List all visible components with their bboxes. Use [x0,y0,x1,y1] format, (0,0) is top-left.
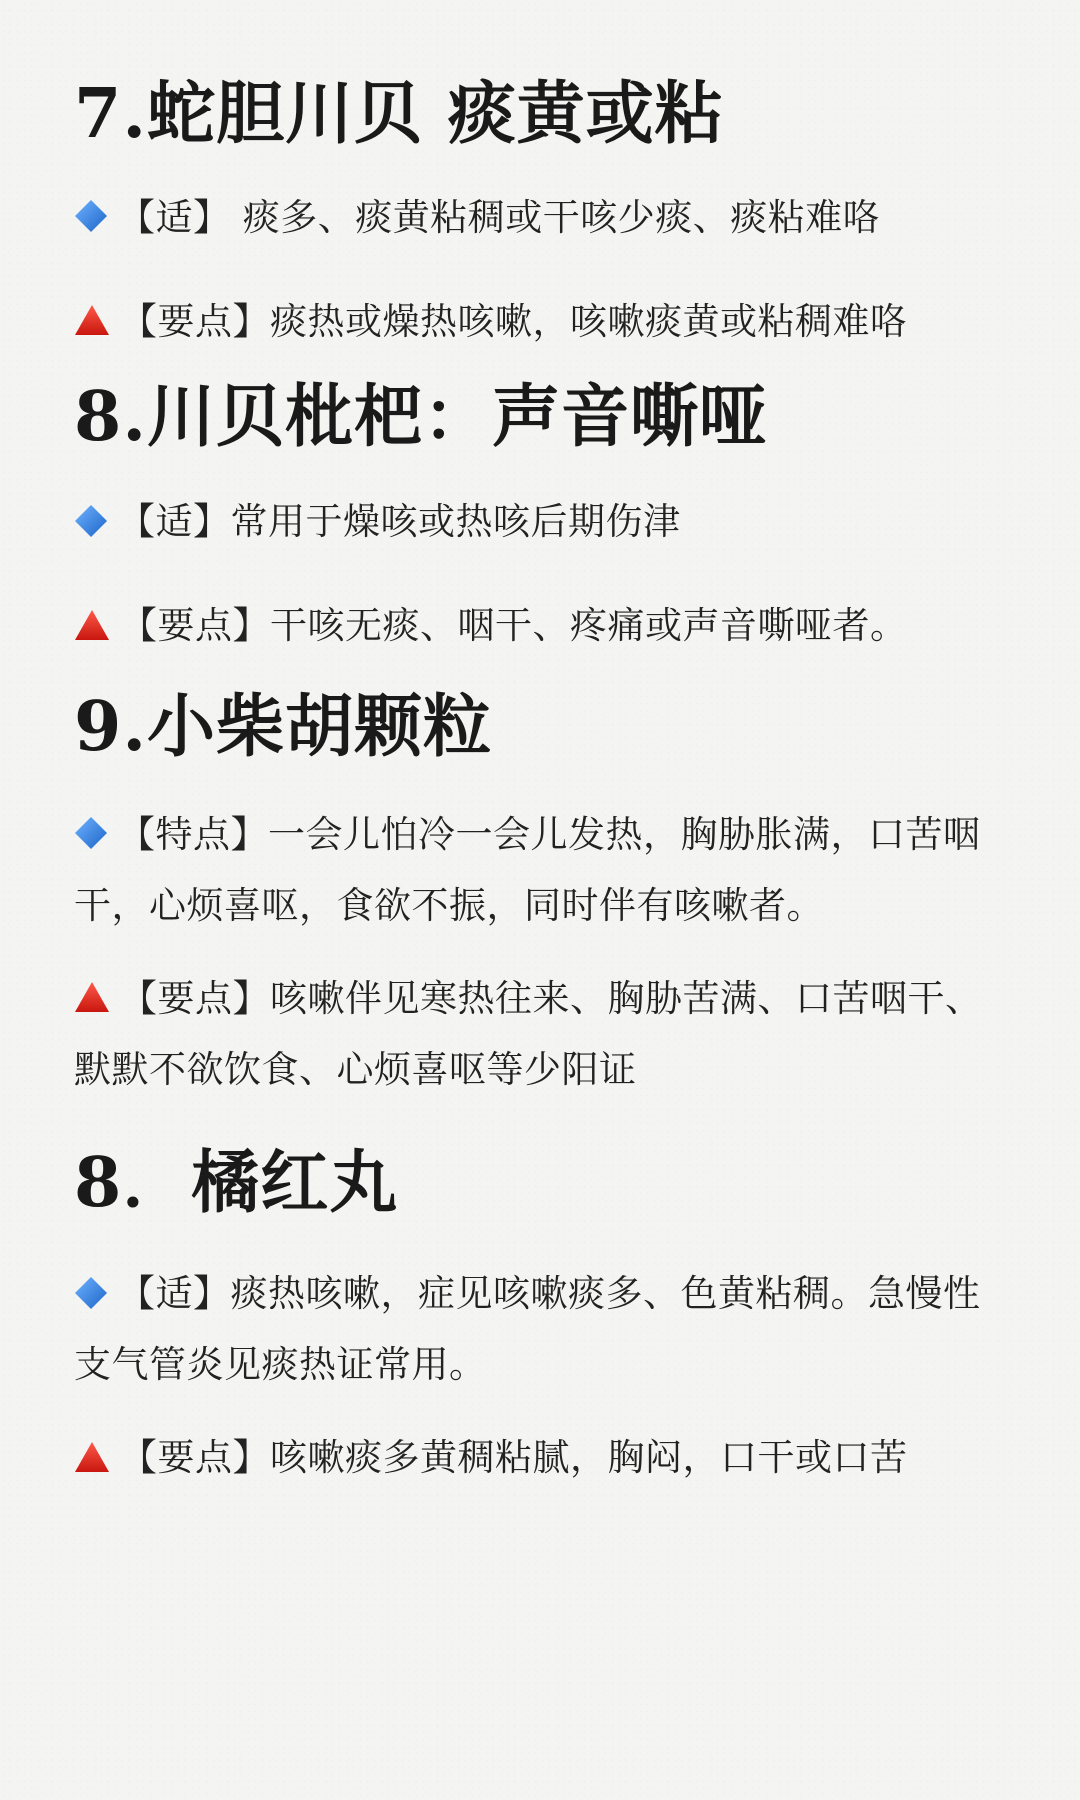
list-item [74,799,1010,941]
red-triangle-icon [74,1441,110,1473]
item-text: 【要点】干咳无痰、咽干、疼痛或声音嘶哑者。 [120,604,908,648]
red-triangle-icon [74,981,110,1013]
item-text: 【要点】咳嗽伴见寒热往来、胸胁苦满、口苦咽干、默默不欲饮食、心烦喜呕等少阳证 [74,976,983,1091]
blue-diamond-icon [74,816,108,850]
item-text: 【适】痰热咳嗽，症见咳嗽痰多、色黄粘稠。急慢性支气管炎见痰热证常用。 [74,1272,981,1387]
red-triangle-icon [74,609,110,641]
list-item [74,1422,1010,1493]
section-title: 9.小柴胡颗粒 [74,687,492,768]
list-item [74,1258,1010,1400]
section-xiao-chai-hu [74,687,1010,1105]
red-triangle-icon [74,304,110,336]
item-text: 【要点】痰热或燥热咳嗽，咳嗽痰黄或粘稠难咯 [120,299,908,343]
blue-diamond-icon [74,199,108,233]
item-text: 【适】 痰多、痰黄粘稠或干咳少痰、痰粘难咯 [118,195,881,239]
item-text: 【要点】咳嗽痰多黄稠粘腻，胸闷，口干或口苦 [120,1436,908,1480]
list-item [74,486,1010,557]
item-text: 【特点】一会儿怕冷一会儿发热，胸胁胀满，口苦咽干，心烦喜呕，食欲不振，同时伴有咳嗽者。 [74,812,981,927]
blue-diamond-icon [74,504,108,538]
list-item [74,182,1010,253]
blue-diamond-icon [74,1276,108,1310]
list-item [74,286,1010,357]
list-item [74,963,1010,1105]
section-ju-hong-wan [74,1143,1010,1494]
section-she-dan-chuan-bei [74,74,1010,357]
section-chuan-bei-pi-pa [74,377,1010,662]
list-item [74,590,1010,661]
section-title: 8.川贝枇杷：声音嘶哑 [74,376,768,457]
section-title: 8．橘红丸 [74,1142,399,1223]
section-title: 7.蛇胆川贝 痰黄或粘 [74,74,724,154]
item-text: 【适】常用于燥咳或热咳后期伤津 [118,500,681,544]
